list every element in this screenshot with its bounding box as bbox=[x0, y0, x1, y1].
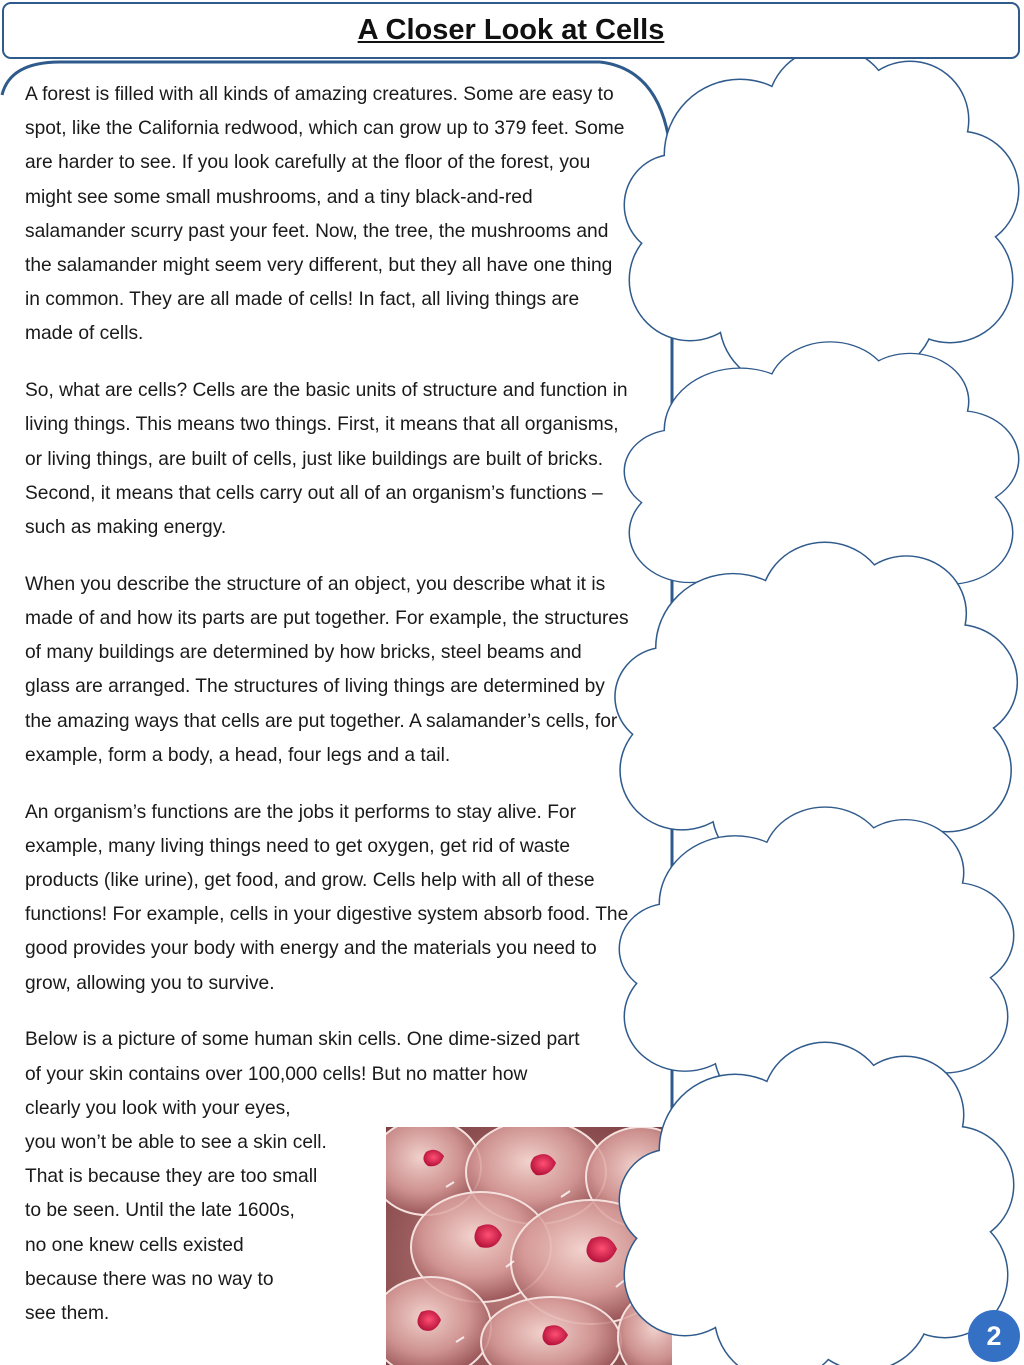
paragraph-2: So, what are cells? Cells are the basic units of structure and function in living things. This means two things. First, it means that all organisms, or living things, are built of cells, just like buildings are built of bricks. Second, it means that cells carry out all of an organism’s functions – such as making energy. bbox=[25, 380, 628, 539]
paragraph-5-line: see them. bbox=[25, 1303, 110, 1325]
paragraph-5-line: you won’t be able to see a skin cell. bbox=[25, 1132, 327, 1154]
page-title: A Closer Look at Cells bbox=[357, 14, 665, 46]
paragraph-1: A forest is filled with all kinds of amazing creatures. Some are easy to spot, like the California redwood, which can grow up to 379 feet. Some are harder to see. If you look carefully at the floor of the forest, you might see some small mushrooms, and a tiny black-and-red salamander scurry past your feet. Now, the tree, the mushrooms and the salamander might seem very different, but they all have one thing in common. They are all made of cells! In fact, all living things are made of cells. bbox=[25, 84, 625, 345]
note-cloud-5[interactable] bbox=[620, 1043, 1013, 1365]
paragraph-3: When you describe the structure of an object, you describe what it is made of and how its parts are put together. For example, the structures of many buildings are determined by how bricks, steel beams and glass are arranged. The structures of living things are determined by the amazing ways that cells are put together. A salamander’s cells, for example, form a body, a head, four legs and a tail. bbox=[25, 573, 629, 766]
paragraph-5-line: clearly you look with your eyes, bbox=[25, 1097, 291, 1119]
paragraph-5-line: That is because they are too small bbox=[25, 1166, 318, 1188]
paragraph-5-line: Below is a picture of some human skin cells. One dime-sized part bbox=[25, 1029, 580, 1051]
page-number: 2 bbox=[986, 1320, 1002, 1351]
paragraph-5-line: no one knew cells existed bbox=[25, 1234, 244, 1256]
paragraph-4: An organism’s functions are the jobs it performs to stay alive. For example, many living things need to get oxygen, get rid of waste products (like urine), get food, and grow. Cells help with all of these functions! For example, cells in your digestive system absorb food. The good provides your body with energy and the materials you need to grow, allowing you to survive. bbox=[25, 801, 629, 994]
title-bar bbox=[2, 2, 1020, 59]
note-clouds bbox=[600, 40, 1024, 1365]
page-number-badge bbox=[968, 1310, 1020, 1362]
paragraph-5-line: of your skin contains over 100,000 cells! But no matter how bbox=[25, 1063, 528, 1085]
paragraph-5-line: because there was no way to bbox=[25, 1268, 274, 1290]
note-cloud-1[interactable] bbox=[625, 48, 1018, 385]
paragraph-5-line: to be seen. Until the late 1600s, bbox=[25, 1200, 295, 1222]
